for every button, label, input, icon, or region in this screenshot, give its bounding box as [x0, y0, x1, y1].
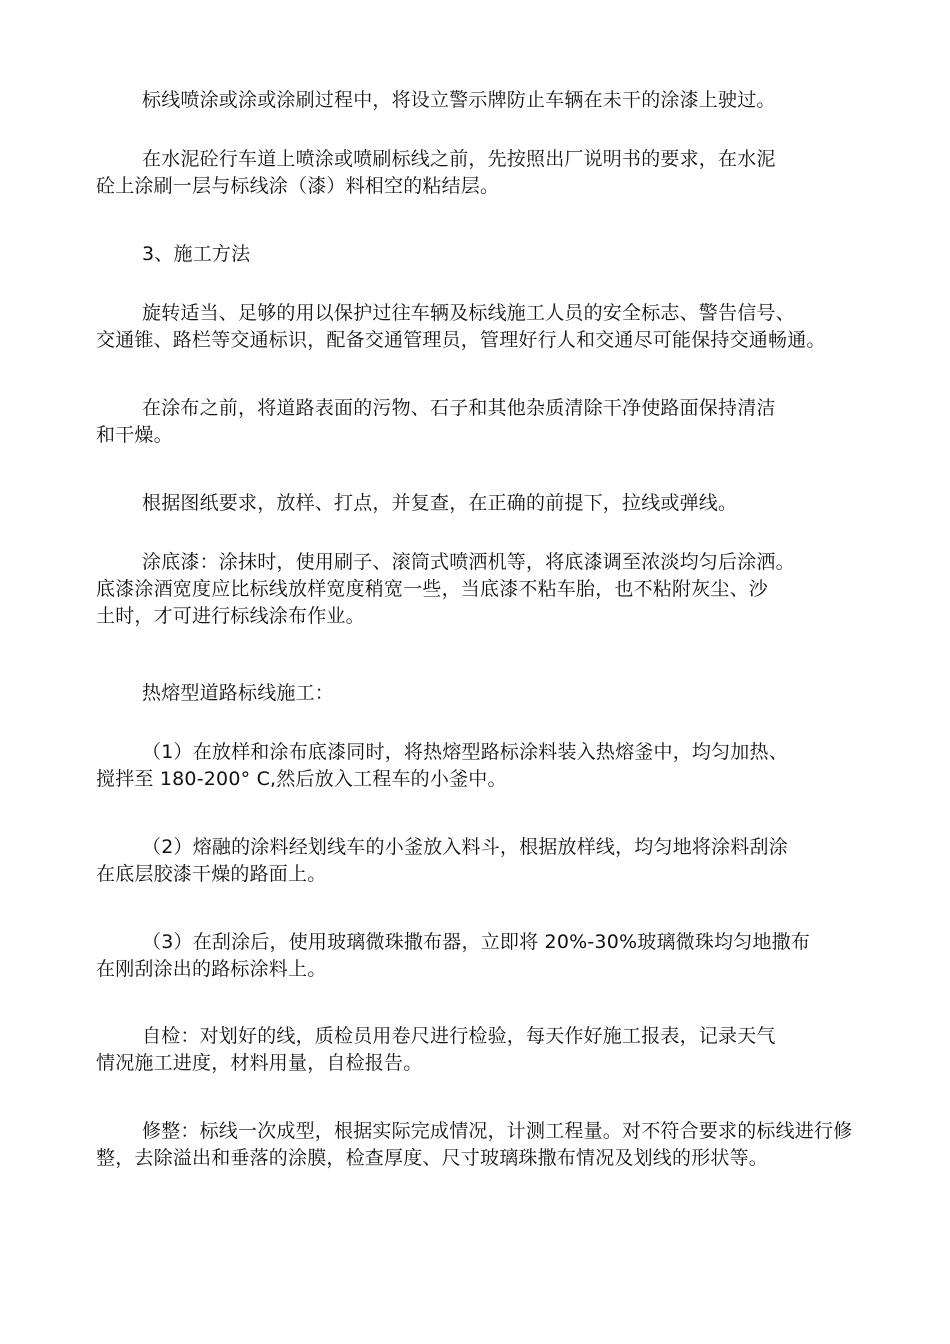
text-line: 修整：标线一次成型，根据实际完成情况，计测工程量。对不符合要求的标线进行修 — [142, 1120, 853, 1142]
paragraph-step-1 — [96, 739, 906, 793]
text-line: 底漆涂酒宽度应比标线放样宽度稍宽一些，当底漆不粘车胎，也不粘附灰尘、沙 — [96, 578, 769, 600]
section-heading-construction-method — [96, 241, 906, 268]
paragraph-primer-coating — [96, 549, 906, 630]
text-line: 旋转适当、足够的用以保护过往车辆及标线施工人员的安全标志、警告信号、 — [142, 302, 795, 324]
text-line: 砼上涂刷一层与标线涂（漆）料相空的粘结层。 — [96, 175, 500, 197]
text-line: 标线喷涂或涂或涂刷过程中，将设立警示牌防止车辆在未干的涂漆上驶过。 — [142, 89, 776, 111]
text-line: 土时，才可进行标线涂布作业。 — [96, 605, 365, 627]
text-line: （3）在刮涂后，使用玻璃微珠撒布器，立即将 20%-30%玻璃微珠均匀地撒布 — [142, 931, 811, 953]
paragraph-step-2 — [96, 834, 906, 888]
text-line: 在水泥砼行车道上喷涂或喷刷标线之前，先按照出厂说明书的要求，在水泥 — [142, 148, 776, 170]
text-line: 在涂布之前，将道路表面的污物、石子和其他杂质清除干净使路面保持清洁 — [142, 397, 776, 419]
text-line: 涂底漆：涂抹时，使用刷子、滚筒式喷洒机等，将底漆调至浓淡均匀后涂洒。 — [142, 551, 795, 573]
text-line: 情况施工进度，材料用量，自检报告。 — [96, 1052, 423, 1074]
text-line: 在刚刮涂出的路标涂料上。 — [96, 958, 327, 980]
paragraph-surface-cleaning — [96, 395, 906, 449]
paragraph-cement-road-bonding — [96, 146, 906, 200]
text-line: 根据图纸要求，放样、打点，并复查，在正确的前提下，拉线或弹线。 — [142, 492, 738, 514]
text-line: 3、施工方法 — [142, 243, 251, 265]
text-line: 热熔型道路标线施工： — [142, 682, 335, 704]
text-line: 整，去除溢出和垂落的涂膜，检查厚度、尺寸玻璃珠撒布情况及划线的形状等。 — [96, 1147, 769, 1169]
text-line: 交通锥、路栏等交通标识，配备交通管理员，管理好行人和交通尽可能保持交通畅通。 — [96, 329, 826, 351]
text-line: （1）在放样和涂布底漆同时，将热熔型路标涂料装入热熔釜中，均匀加热、 — [142, 741, 788, 763]
text-line: 搅拌至 180-200° C,然后放入工程车的小釜中。 — [96, 768, 507, 790]
paragraph-layout-marking — [96, 490, 906, 517]
paragraph-traffic-safety — [96, 300, 906, 354]
text-line: 自检：对划好的线，质检员用卷尺进行检验，每天作好施工报表，记录天气 — [142, 1025, 776, 1047]
section-heading-hot-melt-marking — [96, 680, 906, 707]
text-line: 和干燥。 — [96, 424, 173, 446]
paragraph-self-inspection — [96, 1023, 906, 1077]
paragraph-step-3 — [96, 929, 906, 983]
paragraph-trimming — [96, 1118, 906, 1172]
text-line: 在底层胶漆干燥的路面上。 — [96, 863, 327, 885]
paragraph-marking-spraying-warning — [96, 87, 906, 114]
text-line: （2）熔融的涂料经划线车的小釜放入料斗，根据放样线，均匀地将涂料刮涂 — [142, 836, 788, 858]
